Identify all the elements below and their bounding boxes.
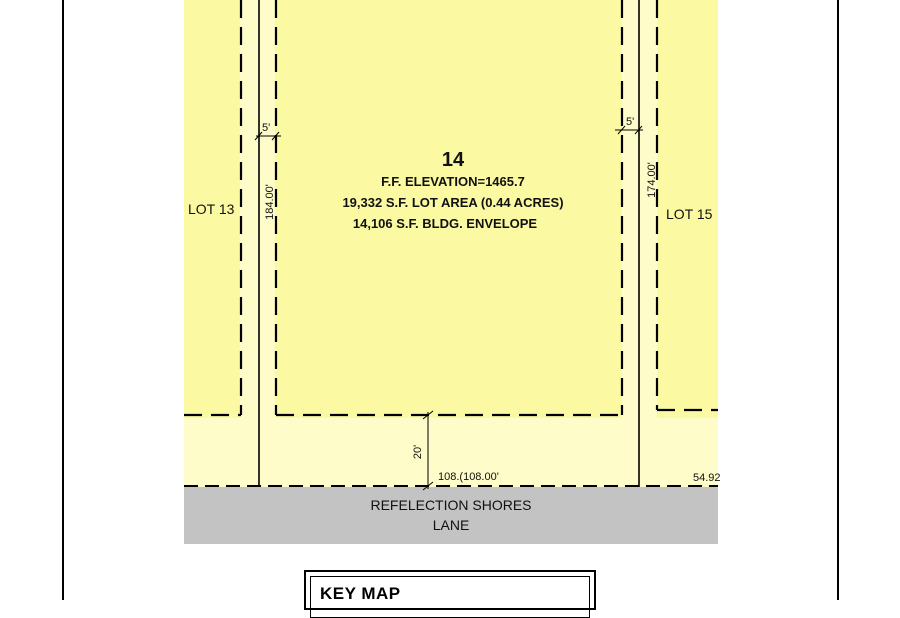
building-envelope-area: 14,106 S.F. BLDG. ENVELOPE <box>352 216 538 231</box>
front-setback-label: 20' <box>412 444 424 460</box>
lot-area: 19,332 S.F. LOT AREA (0.44 ACRES) <box>342 195 564 210</box>
key-map-title: KEY MAP <box>320 584 401 603</box>
lot-number: 14 <box>441 149 465 171</box>
right-setback-label: 5' <box>626 116 635 128</box>
right-depth-label: 174.00' <box>646 162 658 198</box>
key-map-box <box>304 570 596 610</box>
road <box>184 487 718 544</box>
lot15-label: LOT 15 <box>666 206 713 222</box>
lot15-frontage-label: 54.92 <box>693 472 721 484</box>
left-setback-label: 5' <box>262 122 271 134</box>
street-name-line2: LANE <box>432 517 470 533</box>
street-name-line1: REFELECTION SHORES <box>370 497 532 513</box>
lot13-label: LOT 13 <box>188 201 235 217</box>
left-depth-label: 184.00' <box>264 184 276 220</box>
frontage-label: 108.(108.00' <box>438 471 499 483</box>
ff-elevation: F.F. ELEVATION=1465.7 <box>381 174 525 189</box>
